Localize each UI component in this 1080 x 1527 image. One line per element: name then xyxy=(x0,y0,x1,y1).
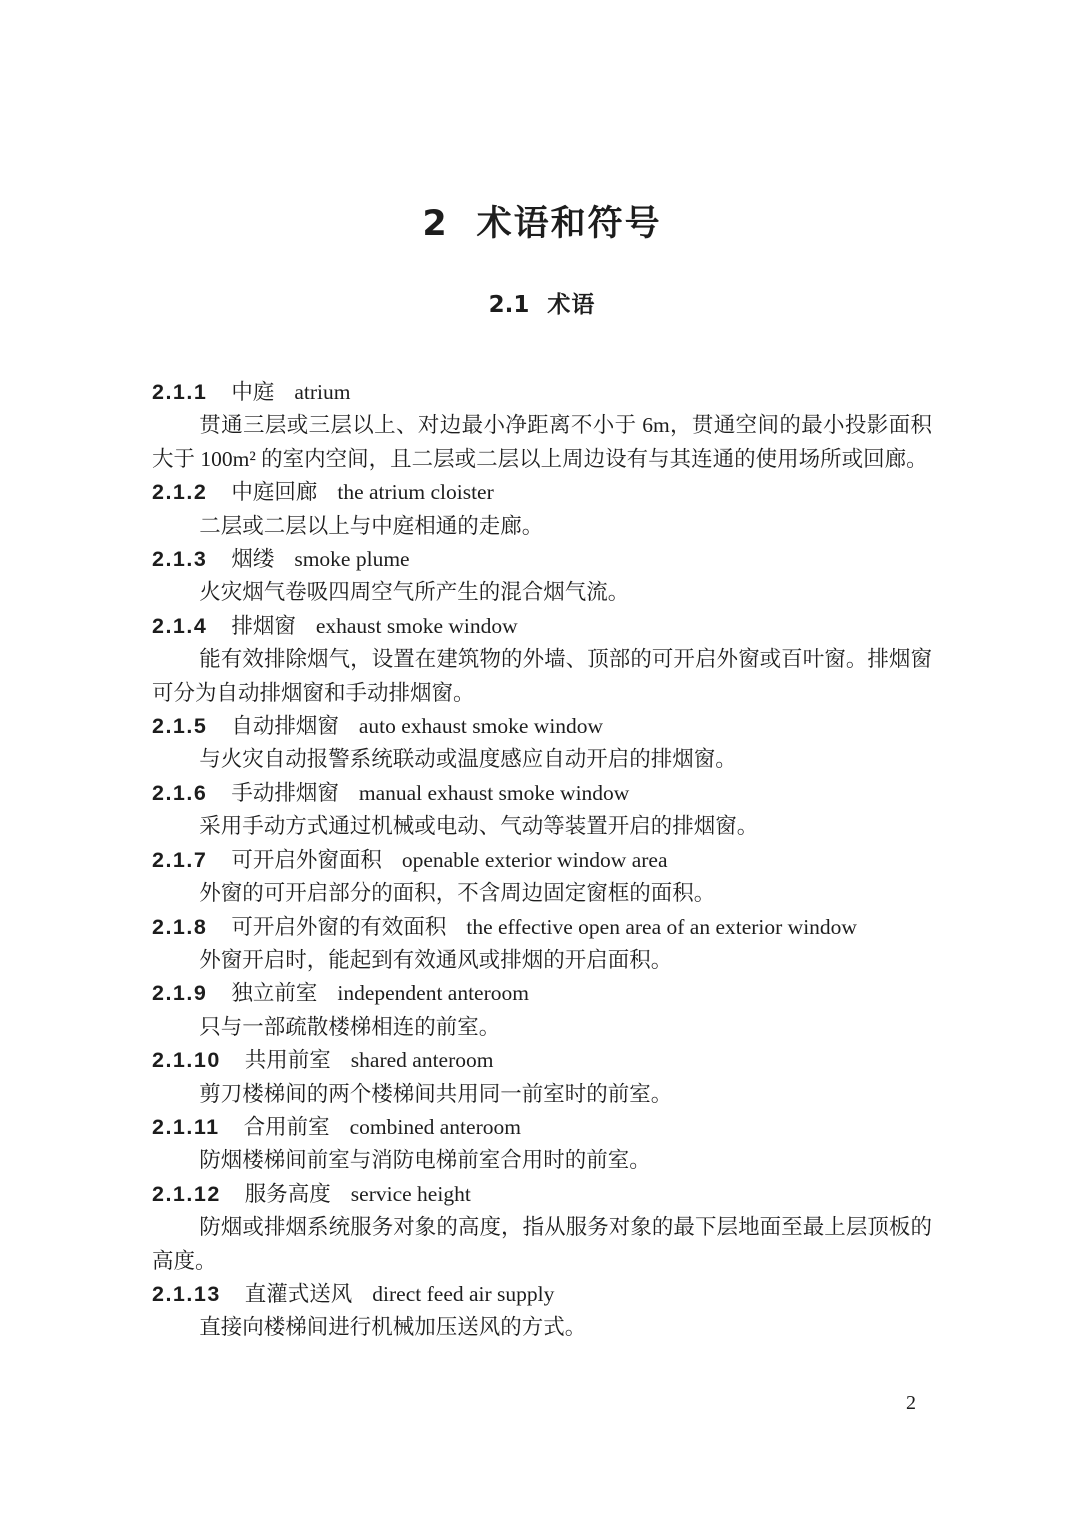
term-chinese-name: 直灌式送风 xyxy=(244,1281,353,1306)
terms-list xyxy=(152,376,932,1345)
section-title-text: 术语 xyxy=(547,292,596,318)
chapter-title xyxy=(152,196,932,246)
term-english-name: combined anteroom xyxy=(349,1114,521,1139)
term-heading xyxy=(152,543,932,576)
term-heading xyxy=(152,777,932,810)
term-english-name: auto exhaust smoke window xyxy=(358,714,604,739)
term-english-name: service height xyxy=(350,1181,471,1206)
term-entry xyxy=(152,710,932,777)
term-definition: 与火灾自动报警系统联动或温度感应自动开启的排烟窗。 xyxy=(199,747,737,772)
term-number: 2.1.11 xyxy=(152,1114,220,1139)
term-entry xyxy=(152,911,932,978)
term-entry xyxy=(152,376,932,476)
page-content xyxy=(152,0,932,1345)
term-entry xyxy=(152,844,932,911)
term-heading xyxy=(152,476,932,509)
term-number: 2.1.7 xyxy=(152,847,208,872)
term-chinese-name: 手动排烟窗 xyxy=(231,780,339,805)
term-chinese-name: 自动排烟窗 xyxy=(231,714,339,739)
term-heading xyxy=(152,844,932,877)
term-chinese-name: 可开启外窗的有效面积 xyxy=(231,914,447,939)
term-chinese-name: 共用前室 xyxy=(244,1048,331,1073)
term-chinese-name: 独立前室 xyxy=(231,981,318,1006)
term-heading xyxy=(152,376,932,409)
term-definition: 采用手动方式通过机械或电动、气动等装置开启的排烟窗。 xyxy=(199,814,759,839)
term-entry xyxy=(152,1044,932,1111)
term-english-name: independent anteroom xyxy=(337,981,529,1006)
term-english-name: direct feed air supply xyxy=(372,1281,555,1306)
term-chinese-name: 服务高度 xyxy=(244,1181,331,1206)
term-number: 2.1.5 xyxy=(152,714,208,739)
chapter-number: 2 xyxy=(422,204,447,244)
term-definition: 火灾烟气卷吸四周空气所产生的混合烟气流。 xyxy=(199,580,630,605)
term-number: 2.1.3 xyxy=(152,547,208,572)
term-chinese-name: 合用前室 xyxy=(243,1114,330,1139)
term-entry xyxy=(152,543,932,610)
term-english-name: the atrium cloister xyxy=(337,480,494,505)
term-definition: 防烟或排烟系统服务对象的高度，指从服务对象的最下层地面至最上层顶板的高度。 xyxy=(152,1215,932,1273)
term-english-name: the effective open area of an exterior window xyxy=(466,914,857,939)
term-number: 2.1.9 xyxy=(152,981,208,1006)
term-entry xyxy=(152,476,932,543)
term-number: 2.1.12 xyxy=(152,1181,221,1206)
term-entry xyxy=(152,777,932,844)
term-entry xyxy=(152,1178,932,1278)
section-title xyxy=(152,286,932,319)
term-entry xyxy=(152,610,932,710)
term-number: 2.1.2 xyxy=(152,480,208,505)
chapter-title-text: 术语和符号 xyxy=(476,204,662,244)
term-definition: 剪刀楼梯间的两个楼梯间共用同一前室时的前室。 xyxy=(199,1081,673,1106)
term-definition: 外窗开启时，能起到有效通风或排烟的开启面积。 xyxy=(199,947,673,972)
term-heading xyxy=(152,610,932,643)
term-entry xyxy=(152,977,932,1044)
section-number: 2.1 xyxy=(488,292,530,318)
term-definition: 二层或二层以上与中庭相通的走廊。 xyxy=(199,513,544,538)
term-heading xyxy=(152,911,932,944)
term-heading xyxy=(152,1111,932,1144)
term-entry xyxy=(152,1278,932,1345)
term-definition: 能有效排除烟气，设置在建筑物的外墙、顶部的可开启外窗或百叶窗。排烟窗可分为自动排烟窗和手动排烟窗。 xyxy=(152,647,932,705)
term-english-name: openable exterior window area xyxy=(401,847,668,872)
term-number: 2.1.8 xyxy=(152,914,208,939)
term-chinese-name: 排烟窗 xyxy=(231,613,296,638)
term-definition: 防烟楼梯间前室与消防电梯前室合用时的前室。 xyxy=(199,1148,651,1173)
term-definition: 贯通三层或三层以上、对边最小净距离不小于 6m，贯通空间的最小投影面积大于 100m² 的室内空间，且二层或二层以上周边设有与其连通的使用场所或回廊。 xyxy=(152,413,932,471)
page-number: 2 xyxy=(906,1392,916,1414)
term-number: 2.1.6 xyxy=(152,780,208,805)
term-number: 2.1.10 xyxy=(152,1048,221,1073)
term-english-name: atrium xyxy=(294,380,351,404)
term-chinese-name: 烟缕 xyxy=(231,547,275,572)
term-chinese-name: 可开启外窗面积 xyxy=(231,847,382,872)
term-heading xyxy=(152,977,932,1010)
term-definition: 外窗的可开启部分的面积，不含周边固定窗框的面积。 xyxy=(199,881,716,906)
term-heading xyxy=(152,1178,932,1211)
term-number: 2.1.13 xyxy=(152,1281,221,1306)
term-english-name: manual exhaust smoke window xyxy=(358,780,630,805)
term-definition: 只与一部疏散楼梯相连的前室。 xyxy=(199,1014,501,1039)
term-english-name: shared anteroom xyxy=(350,1048,494,1073)
term-english-name: smoke plume xyxy=(294,547,410,572)
term-chinese-name: 中庭回廊 xyxy=(231,480,318,505)
term-chinese-name: 中庭 xyxy=(231,380,275,404)
term-definition: 直接向楼梯间进行机械加压送风的方式。 xyxy=(199,1315,587,1340)
term-heading xyxy=(152,710,932,743)
term-heading xyxy=(152,1278,932,1311)
term-entry xyxy=(152,1111,932,1178)
term-number: 2.1.1 xyxy=(152,380,208,404)
term-english-name: exhaust smoke window xyxy=(315,613,518,638)
term-heading xyxy=(152,1044,932,1077)
term-number: 2.1.4 xyxy=(152,613,208,638)
